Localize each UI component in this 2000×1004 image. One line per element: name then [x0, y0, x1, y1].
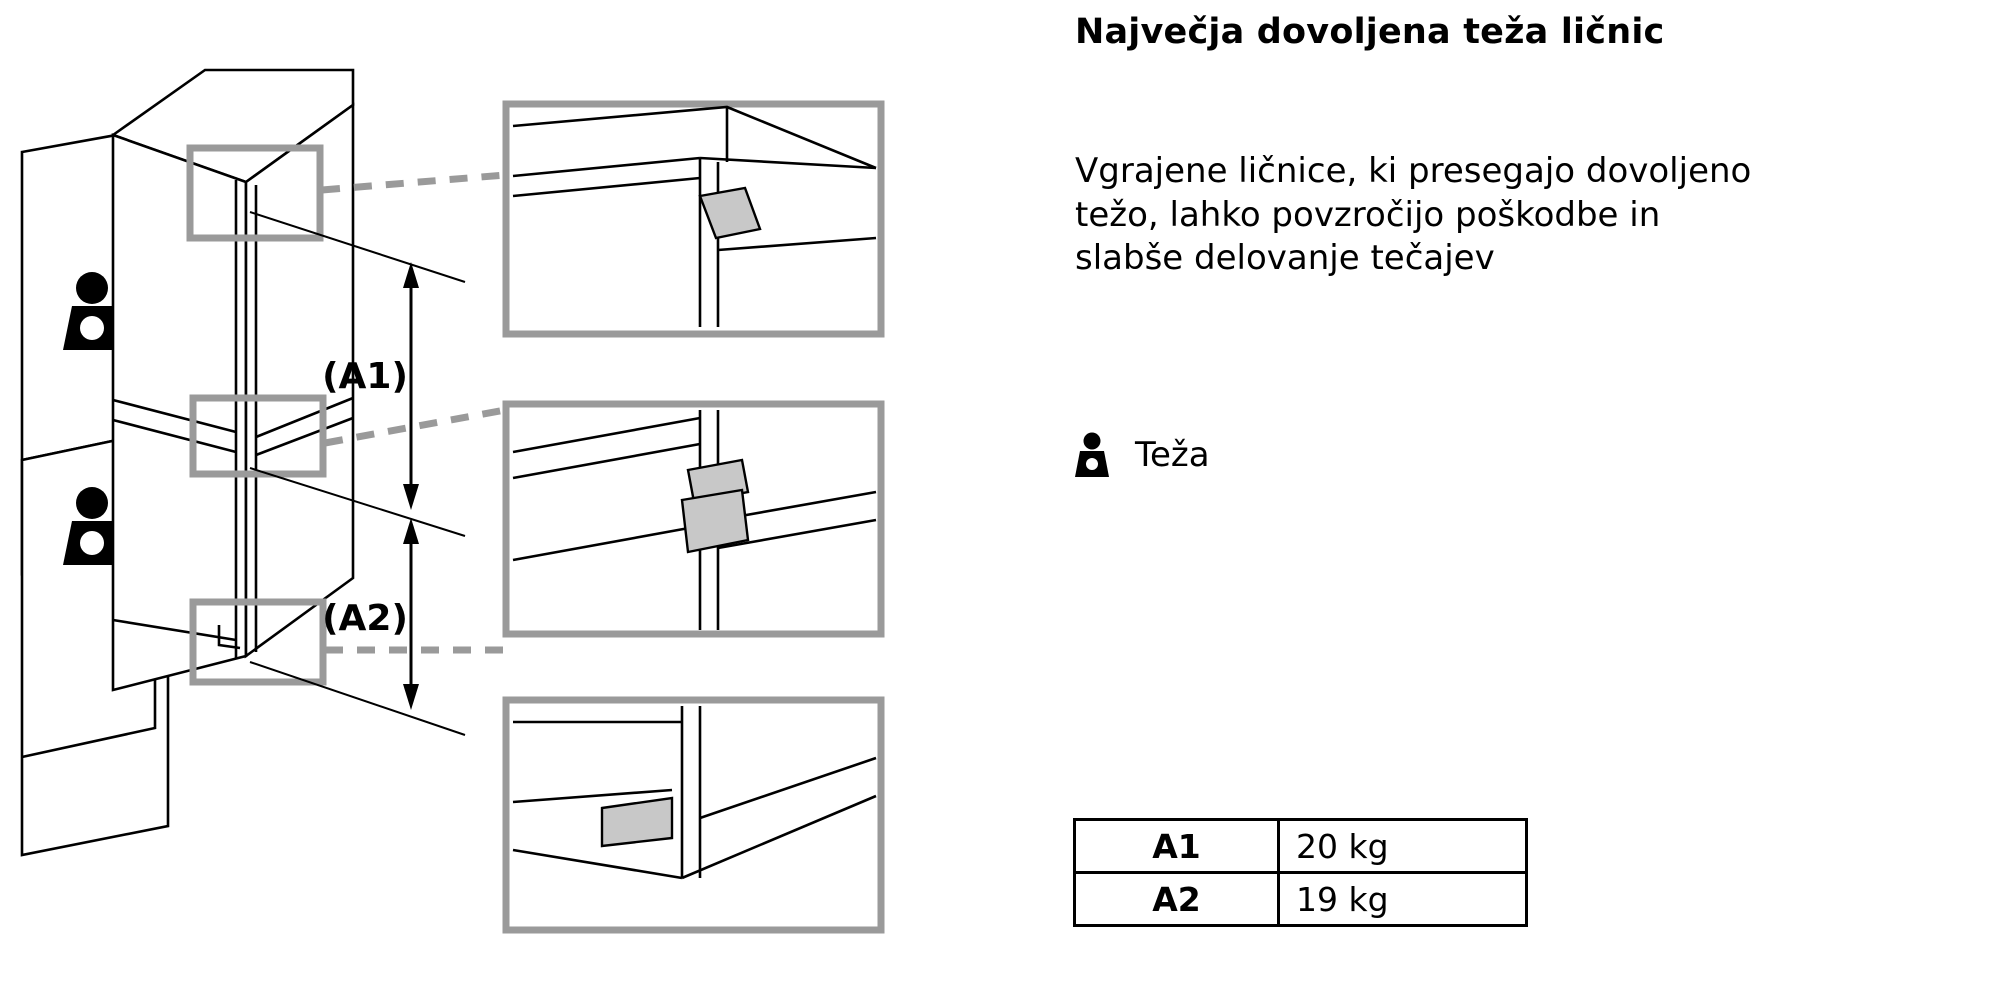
dimension-a2-label: (A2)	[322, 598, 408, 639]
table-row	[1075, 873, 1527, 926]
warning-text: Vgrajene ličnice, ki presegajo dovoljeno težo, lahko povzročijo poškodbe in slabše delovanje tečajev	[1075, 151, 1752, 279]
detail-bottom-hinge	[506, 700, 881, 930]
table-cell-value: 19 kg	[1279, 873, 1527, 926]
weight-table	[1073, 818, 1528, 927]
table-row	[1075, 820, 1527, 873]
weight-icon	[1075, 432, 1109, 478]
hinge-part-highlight	[682, 490, 748, 552]
table-cell-key: A1	[1075, 820, 1279, 873]
dimension-a1-label: (A1)	[322, 356, 408, 397]
table-cell-key: A2	[1075, 873, 1279, 926]
legend-label: Teža	[1135, 435, 1210, 475]
table-cell-value: 20 kg	[1279, 820, 1527, 873]
detail-top-hinge	[506, 104, 881, 334]
detail-middle-hinge	[506, 404, 881, 634]
page-title: Največja dovoljena teža ličnic	[1075, 12, 1665, 52]
legend-weight	[1075, 432, 1210, 478]
